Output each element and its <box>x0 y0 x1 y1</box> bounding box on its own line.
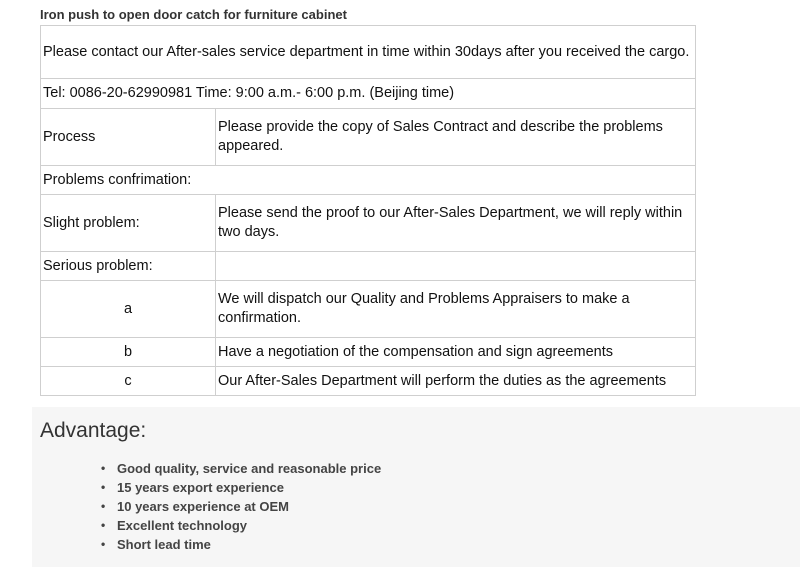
advantage-section <box>32 407 800 567</box>
table-row <box>41 109 696 166</box>
step-key: b <box>41 338 216 367</box>
list-item-text: Excellent technology <box>117 518 248 533</box>
serious-problem-label: Serious problem: <box>41 252 216 281</box>
after-sales-table <box>40 25 696 396</box>
step-text: Have a negotiation of the compensation and sign agreements <box>216 338 696 367</box>
table-row <box>41 367 696 396</box>
slight-problem-label: Slight problem: <box>41 195 216 252</box>
list-item-text: 10 years experience at OEM <box>117 499 289 514</box>
bullet-icon: • <box>101 461 106 475</box>
list-item <box>101 478 381 497</box>
advantage-heading: Advantage: <box>40 419 147 442</box>
step-key: c <box>41 367 216 396</box>
list-item-text: Short lead time <box>117 537 211 552</box>
bullet-icon: • <box>101 518 106 532</box>
list-item <box>101 459 382 478</box>
process-text: Please provide the copy of Sales Contract and describe the problems appeared. <box>216 109 696 166</box>
table-row <box>41 252 696 281</box>
empty-cell <box>216 252 696 281</box>
bullet-icon: • <box>101 537 106 551</box>
page-title: Iron push to open door catch for furniture cabinet <box>40 7 347 22</box>
bullet-icon: • <box>101 499 106 513</box>
advantage-list <box>101 459 382 554</box>
step-text: We will dispatch our Quality and Problems Appraisers to make a confirmation. <box>216 281 696 338</box>
process-label: Process <box>41 109 216 166</box>
table-row <box>41 79 696 109</box>
step-key: a <box>41 281 216 338</box>
table-row <box>41 281 696 338</box>
contact-notice: Please contact our After-sales service department in time within 30days after you received the cargo. <box>41 26 696 79</box>
step-text: Our After-Sales Department will perform the duties as the agreements <box>216 367 696 396</box>
list-item <box>101 535 381 554</box>
table-row <box>41 338 696 367</box>
list-item <box>101 497 381 516</box>
telephone-info: Tel: 0086-20-62990981 Time: 9:00 a.m.- 6:00 p.m. (Beijing time) <box>41 79 696 109</box>
confirmation-label: Problems confrimation: <box>41 166 696 195</box>
slight-problem-text: Please send the proof to our After-Sales Department, we will reply within two days. <box>216 195 696 252</box>
list-item-text: 15 years export experience <box>117 480 284 495</box>
list-item <box>101 516 381 535</box>
list-item-text: Good quality, service and reasonable price <box>117 461 382 476</box>
table-row <box>41 166 696 195</box>
table-row <box>41 26 696 79</box>
table-row <box>41 195 696 252</box>
bullet-icon: • <box>101 480 106 494</box>
